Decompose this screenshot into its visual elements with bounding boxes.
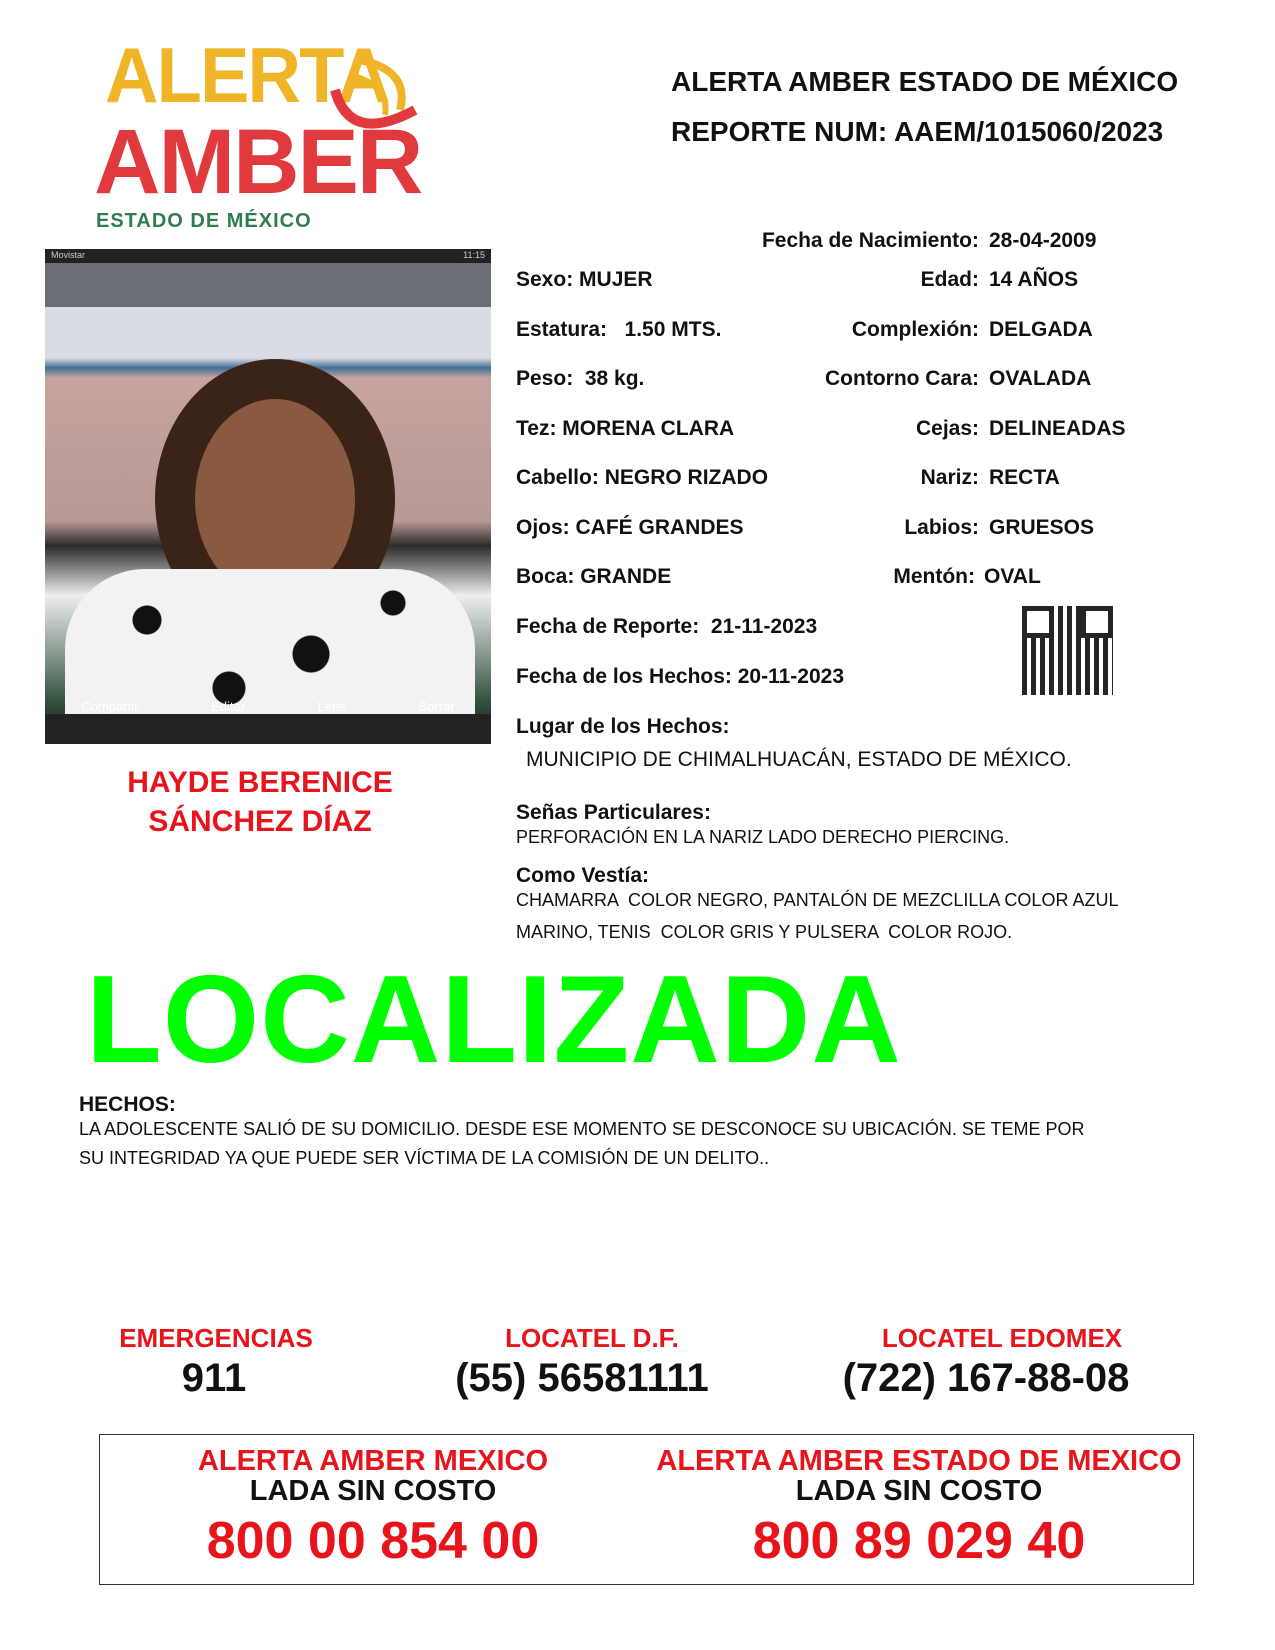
toll-subtitle-mexico: LADA SIN COSTO: [249, 1475, 497, 1507]
toll-number-edomex: 800 89 029 40: [752, 1512, 1086, 1570]
cabello-value: NEGRO RIZADO: [604, 466, 769, 489]
qr-code: [1022, 606, 1113, 695]
senas-label: Señas Particulares:: [516, 801, 711, 824]
photo-action: Compartir: [81, 699, 139, 714]
reporte-value: 21-11-2023: [710, 615, 818, 638]
person-photo: [45, 249, 491, 744]
cejas-label: Cejas:: [915, 417, 979, 440]
nariz-value: RECTA: [989, 466, 1060, 489]
reporte-label: Fecha de Reporte:: [516, 615, 700, 638]
carrier: Movistar: [51, 250, 86, 260]
lugar-label: Lugar de los Hechos:: [516, 715, 730, 738]
birth-value: 28-04-2009: [989, 229, 1097, 252]
edad-value: 14 AÑOS: [989, 268, 1079, 291]
photo-action: Lens: [317, 699, 346, 714]
toll-title-edomex: ALERTA AMBER ESTADO DE MEXICO: [656, 1445, 1182, 1477]
cabello-label: Cabello:: [516, 466, 599, 489]
estatura-label: Estatura:: [516, 318, 608, 341]
boca-value: GRANDE: [580, 565, 672, 588]
edad-label: Edad:: [920, 268, 979, 291]
tez-value: MORENA CLARA: [562, 417, 735, 440]
toll-number-mexico: 800 00 854 00: [206, 1512, 540, 1570]
complexion-label: Complexión:: [851, 318, 979, 341]
vestia-label: Como Vestía:: [516, 864, 650, 887]
nariz-label: Nariz:: [920, 466, 979, 489]
sexo-label: Sexo:: [516, 268, 574, 291]
boca-label: Boca:: [516, 565, 575, 588]
contact-title-emergencias: EMERGENCIAS: [119, 1323, 313, 1353]
header-title: ALERTA AMBER ESTADO DE MÉXICO: [671, 66, 1179, 97]
photo-action: Borrar: [418, 699, 455, 714]
logo-alerta: ALERTA: [105, 31, 389, 119]
hechos-fecha-value: 20-11-2023: [737, 665, 845, 688]
hechos-line2: SU INTEGRIDAD YA QUE PUEDE SER VÍCTIMA DE LA COMISIÓN DE UN DELITO..: [79, 1148, 770, 1168]
logo-estado: ESTADO DE MÉXICO: [96, 210, 312, 232]
vestia-line1: CHAMARRA COLOR NEGRO, PANTALÓN DE MEZCLILLA COLOR AZUL: [516, 890, 1119, 910]
logo-swoosh-icon: [330, 50, 420, 160]
peso-value: 38 kg.: [584, 367, 645, 390]
photo-action: Editar: [211, 699, 246, 714]
status-time: 11:15: [463, 250, 485, 260]
person-name-2: SÁNCHEZ DÍAZ: [148, 805, 372, 838]
person-name-1: HAYDE BERENICE: [127, 766, 393, 799]
birth-label: Fecha de Nacimiento:: [761, 229, 979, 252]
ojos-value: CAFÉ GRANDES: [575, 516, 744, 539]
menton-label: Mentón:: [893, 565, 975, 588]
localizada-stamp: LOCALIZADA: [86, 951, 902, 1089]
report-number: REPORTE NUM: AAEM/1015060/2023: [671, 116, 1164, 147]
contact-title-locatel-df: LOCATEL D.F.: [505, 1323, 679, 1353]
toll-subtitle-edomex: LADA SIN COSTO: [795, 1475, 1043, 1507]
cara-label: Contorno Cara:: [825, 367, 979, 390]
hechos-fecha-label: Fecha de los Hechos:: [516, 665, 732, 688]
estatura-value: 1.50 MTS.: [624, 318, 722, 341]
ojos-label: Ojos:: [516, 516, 570, 539]
tez-label: Tez:: [516, 417, 557, 440]
contact-title-locatel-edomex: LOCATEL EDOMEX: [881, 1323, 1123, 1353]
peso-label: Peso:: [516, 367, 574, 390]
cara-value: OVALADA: [989, 367, 1092, 390]
vestia-line2: MARINO, TENIS COLOR GRIS Y PULSERA COLOR ROJO.: [516, 922, 1013, 942]
contact-number-locatel-df: (55) 56581111: [455, 1356, 709, 1400]
hechos-label: HECHOS:: [79, 1093, 176, 1116]
toll-free-box: [99, 1434, 1194, 1585]
labios-label: Labios:: [904, 516, 979, 539]
labios-value: GRUESOS: [989, 516, 1095, 539]
contact-number-911: 911: [181, 1356, 247, 1400]
toll-title-mexico: ALERTA AMBER MEXICO: [197, 1445, 549, 1477]
menton-value: OVAL: [984, 565, 1041, 588]
complexion-value: DELGADA: [989, 318, 1093, 341]
contact-number-locatel-edomex: (722) 167-88-08: [842, 1356, 1130, 1400]
senas-value: PERFORACIÓN EN LA NARIZ LADO DERECHO PIERCING.: [516, 827, 1010, 847]
hechos-line1: LA ADOLESCENTE SALIÓ DE SU DOMICILIO. DESDE ESE MOMENTO SE DESCONOCE SU UBICACIÓN. SE TEME POR: [79, 1119, 1085, 1139]
sexo-value: MUJER: [579, 268, 653, 291]
cejas-value: DELINEADAS: [989, 417, 1126, 440]
logo-amber: AMBER: [94, 111, 422, 213]
lugar-value: MUNICIPIO DE CHIMALHUACÁN, ESTADO DE MÉXICO.: [526, 748, 1072, 771]
